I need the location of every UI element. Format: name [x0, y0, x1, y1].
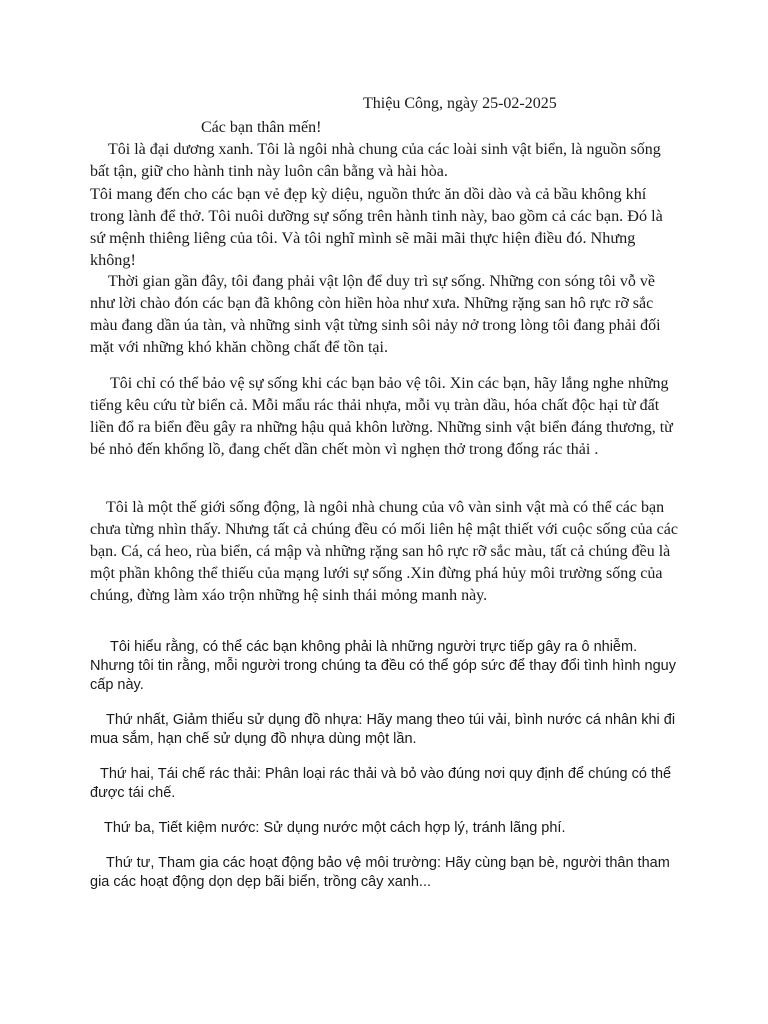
- paragraph-understanding: Tôi hiểu rằng, có thể các bạn không phải là những người trực tiếp gây ra ô nhiễm. Nhưng tôi tin rằng, mỗi người trong chúng ta đều có thể góp sức để thay đổi tình hình nguy cấp này.: [90, 639, 676, 693]
- list-item-third: Thứ ba, Tiết kiệm nước: Sử dụng nước một cách hợp lý, tránh lãng phí.: [104, 820, 566, 836]
- paragraph-struggle: Thời gian gần đây, tôi đang phải vật lộn để duy trì sự sống. Những con sóng tôi vỗ về như lời chào đón các bạn đã không còn hiền hòa như xưa. Những rặng san hô rực rỡ sắc màu đang dần úa tàn, và những sinh vật từng sinh sôi nảy nở trong lòng tôi đang phải đối mặt với những khó khăn chồng chất để tồn tại.: [90, 273, 661, 356]
- list-item-first: Thứ nhất, Giảm thiểu sử dụng đồ nhựa: Hãy mang theo túi vải, bình nước cá nhân khi đi mua sắm, hạn chế sử dụng đồ nhựa dùng một lần.: [90, 712, 676, 747]
- paragraph-living-world: Tôi là một thế giới sống động, là ngôi nhà chung của vô vàn sinh vật mà có thể các bạn chưa từng nhìn thấy. Nhưng tất cả chúng đều có mối liên hệ mật thiết với cuộc sống của các bạn. Cá, cá heo, rùa biển, cá mập và những rặng san hô rực rỡ sắc màu, tất cả chúng đều là một phần không thể thiếu của mạng lưới sự sống .Xin đừng phá hủy môi trường sống của chúng, đừng làm xáo trộn những hệ sinh thái mỏng manh này.: [90, 499, 678, 604]
- paragraph-plea: Tôi chỉ có thể bảo vệ sự sống khi các bạn bảo vệ tôi. Xin các bạn, hãy lắng nghe những tiếng kêu cứu từ biển cả. Mỗi mẩu rác thải nhựa, mỗi vụ tràn dầu, hóa chất độc hại từ đất liền đổ ra biển đều gây ra những hậu quả khôn lường. Những sinh vật biển đáng thương, từ bé nhỏ đến khổng lồ, đang chết dần chết mòn vì nghẹn thở trong đống rác thải .: [90, 375, 673, 458]
- paragraph-gifts: Tôi mang đến cho các bạn vẻ đẹp kỳ diệu, nguồn thức ăn dồi dào và cả bầu không khí trong lành để thở. Tôi nuôi dưỡng sự sống trên hành tinh này, bao gồm cả các bạn. Đó là sứ mệnh thiêng liêng của tôi. Và tôi nghĩ mình sẽ mãi mãi thực hiện điều đó. Nhưng không!: [90, 185, 663, 269]
- date-line: Thiệu Công, ngày 25-02-2025: [363, 95, 557, 112]
- list-item-second: Thứ hai, Tái chế rác thải: Phân loại rác thải và bỏ vào đúng nơi quy định để chúng có thể được tái chế.: [90, 766, 672, 801]
- greeting: Các bạn thân mến!: [201, 119, 322, 136]
- list-item-fourth: Thứ tư, Tham gia các hoạt động bảo vệ môi trường: Hãy cùng bạn bè, người thân tham gia các hoạt động dọn dẹp bãi biển, trồng cây xanh...: [90, 855, 670, 890]
- paragraph-intro: Tôi là đại dương xanh. Tôi là ngôi nhà chung của các loài sinh vật biển, là nguồn sống bất tận, giữ cho hành tinh này luôn cân bằng và hài hòa.: [90, 141, 661, 180]
